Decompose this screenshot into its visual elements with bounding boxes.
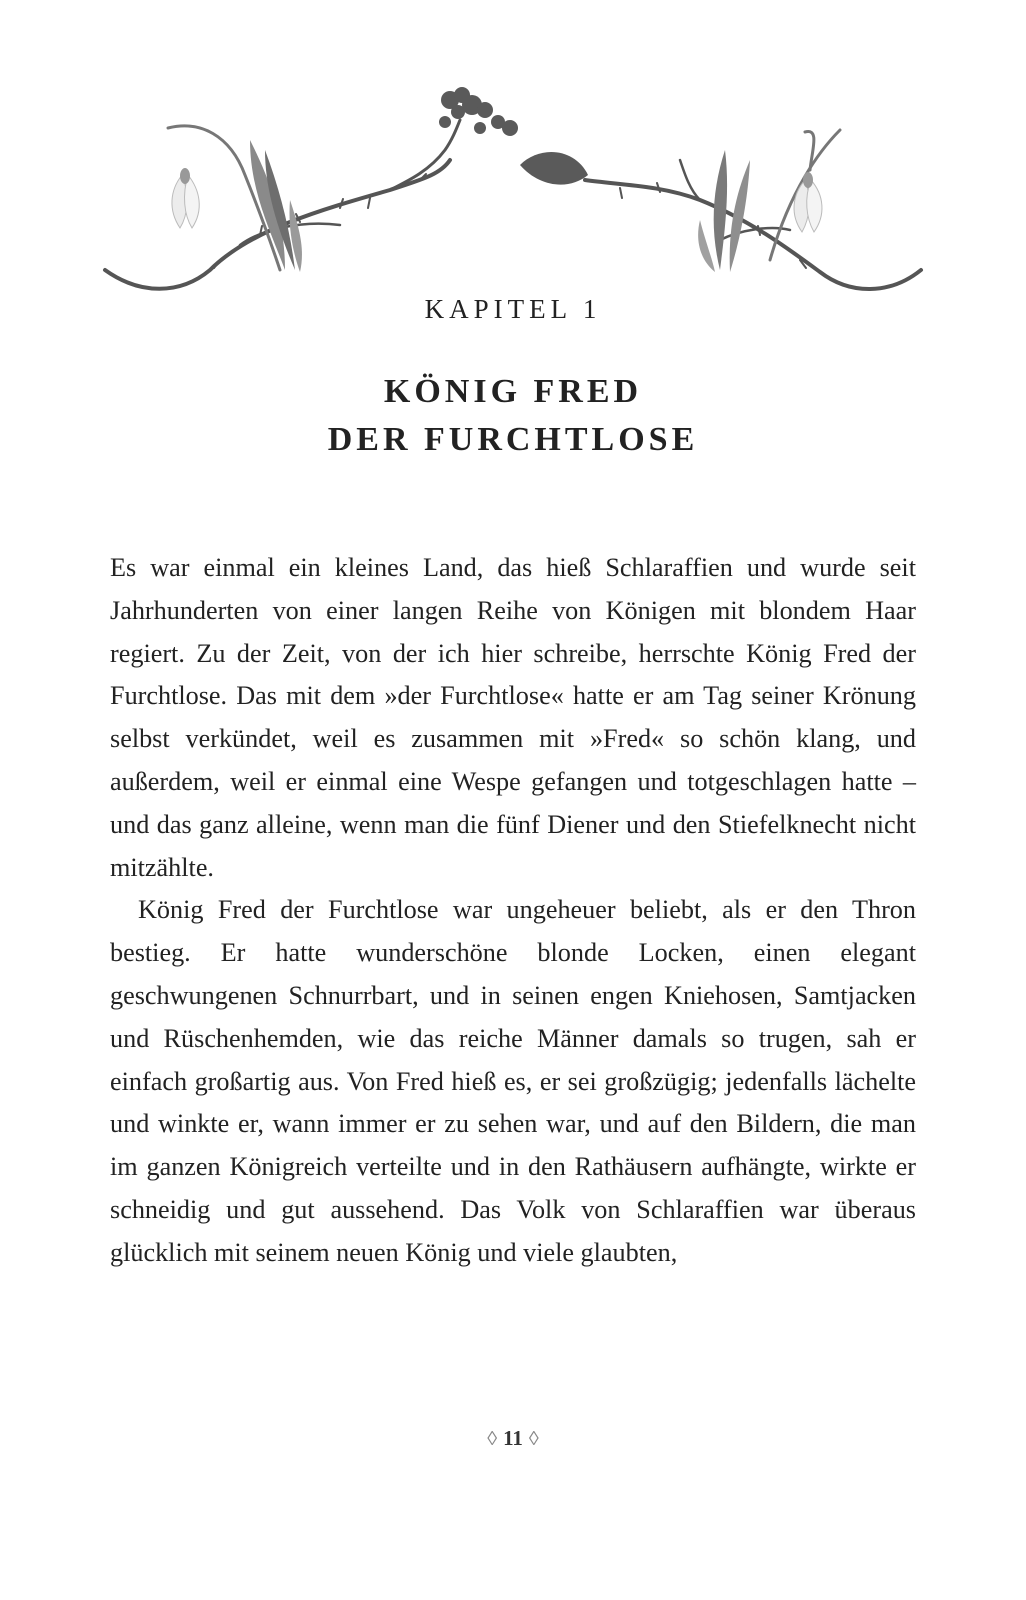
page-number: 11 [503,1426,523,1450]
paragraph: König Fred der Furchtlose war ungeheuer beliebt, als er den Thron bestieg. Er hatte wunderschöne blonde Locken, einen elegant geschwungenen Schnurrbart, und in seinen engen Kniehosen, Samtjacken und Rüschenhemden, wie das reiche Männer damals so trugen, sah er einfach großartig aus. Von Fred hieß es, er sei großzügig; jedenfalls lächelte und winkte er, wann immer er zu sehen war, und auf den Bildern, die man im ganzen Königreich verteilte und in den Rathäusern aufhängte, wirkte er schneidig und gut aussehend. Das Volk von Schlaraffien war überaus glücklich mit seinem neuen König und viele glaubten, [110,895,916,1267]
chapter-body [110,547,916,1275]
chapter-title [0,368,1026,464]
diamond-left-icon: ◊ [487,1428,498,1450]
chapter-title-line-2: DER FURCHTLOSE [327,421,699,458]
chapter-title-line-1: KÖNIG FRED [383,373,643,410]
chapter-label: KAPITEL 1 [424,294,602,324]
page-number-footer [0,1426,1026,1451]
snowdrop-vine-ornament-icon [100,80,926,310]
diamond-right-icon: ◊ [528,1428,539,1450]
paragraph: Es war einmal ein kleines Land, das hieß Schlaraffien und wurde seit Jahrhunderten von einer langen Reihe von Königen mit blondem Haar regiert. Zu der Zeit, von der ich hier schreibe, herrschte König Fred der Furchtlose. Das mit dem »der Furchtlose« hatte er am Tag seiner Krönung selbst verkündet, weil es zusammen mit »Fred« so schön klang, und außerdem, weil er einmal eine Wespe gefangen und totgeschlagen hatte – und das ganz alleine, wenn man die fünf Diener und den Stiefelknecht nicht mitzählte. [110,553,916,882]
